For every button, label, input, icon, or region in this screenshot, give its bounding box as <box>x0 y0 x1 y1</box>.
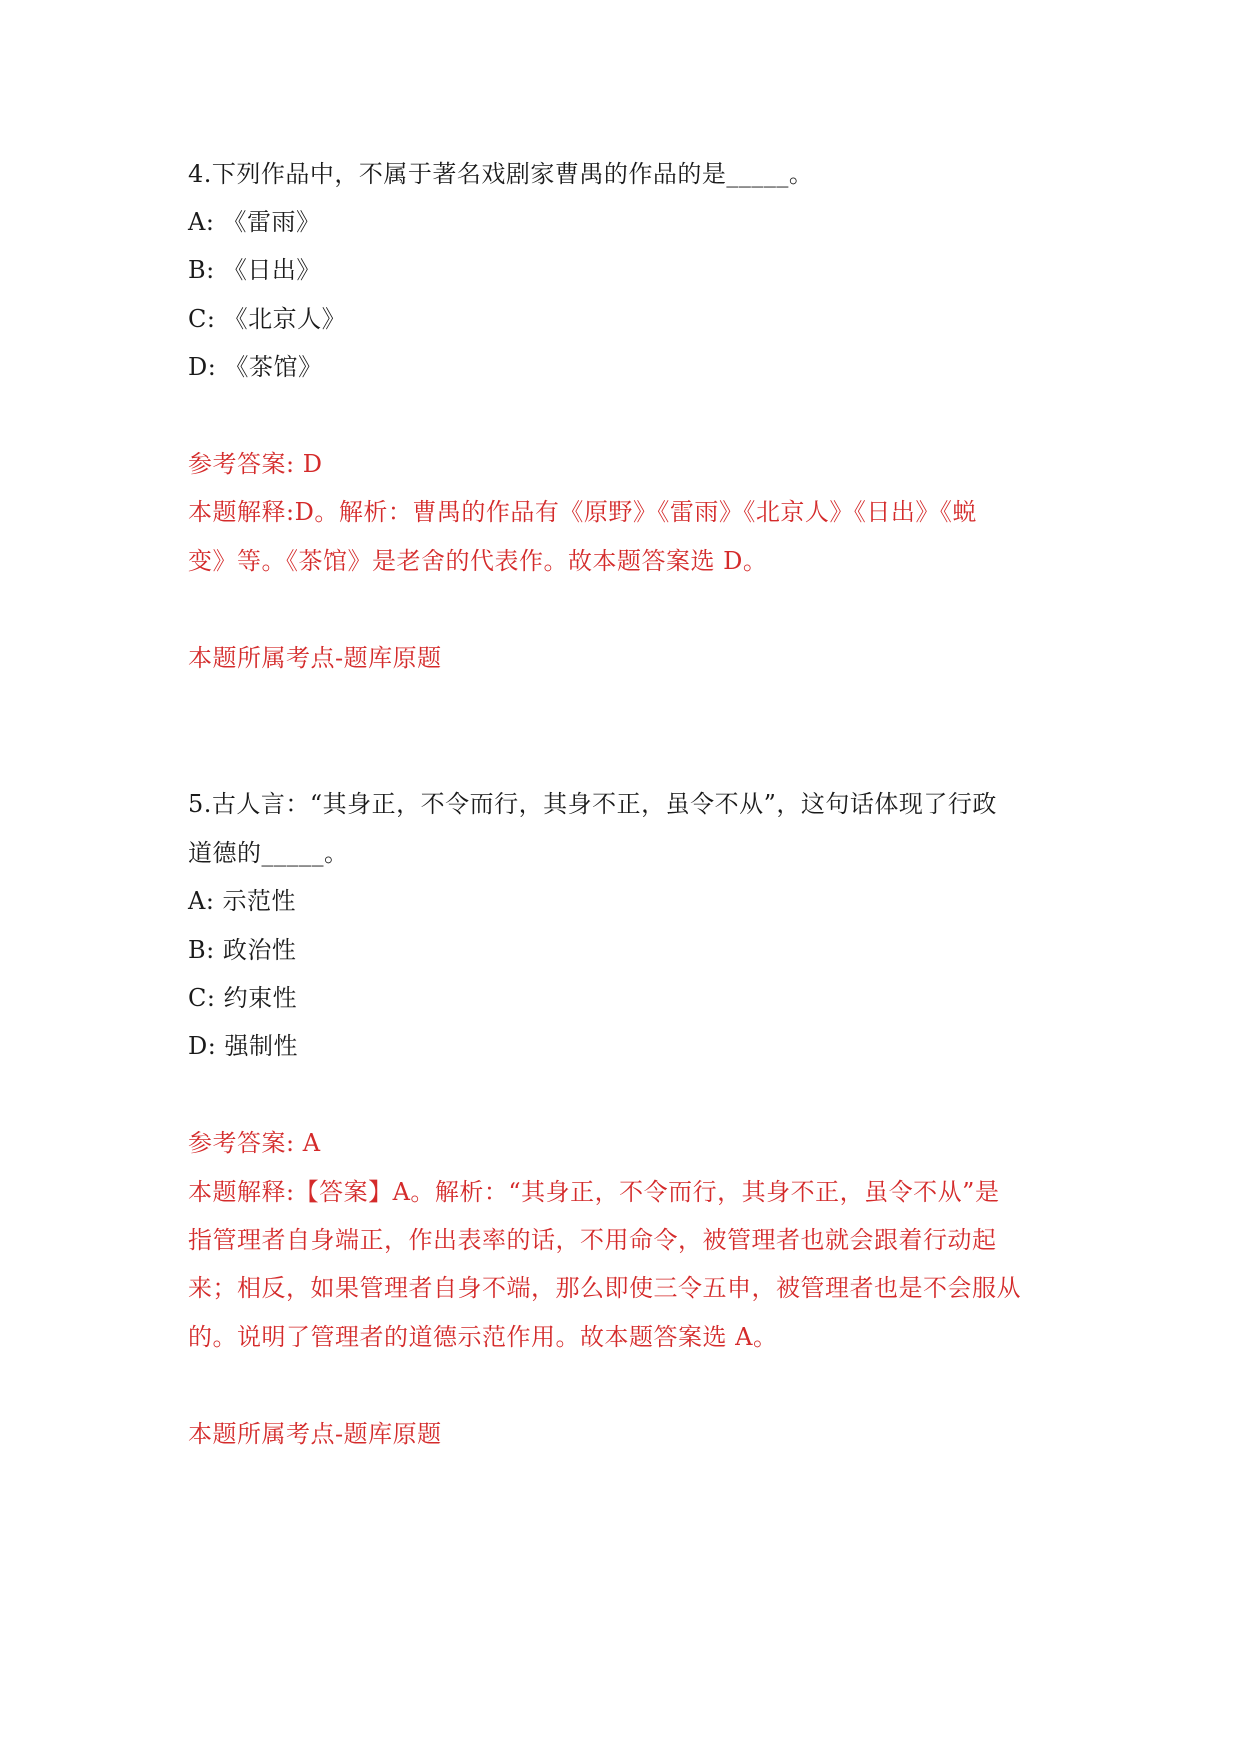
question-4-text: 4.下列作品中，不属于著名戏剧家曹禺的作品的是_____。 <box>188 160 814 188</box>
question-5-option-c: C: 约束性 <box>188 984 298 1012</box>
question-5-explanation-line-1: 本题解释:【答案】A。解析：“其身正，不令而行，其身不正，虽令不从”是 <box>188 1178 1000 1206</box>
question-4-explanation-line-1: 本题解释:D。解析：曹禺的作品有《原野》《雷雨》《北京人》《日出》《蜕 <box>188 498 977 526</box>
question-4-explanation-line-2: 变》等。《茶馆》是老舍的代表作。故本题答案选 D。 <box>188 547 768 575</box>
question-5-text-line-2: 道德的_____。 <box>188 839 349 867</box>
question-5-option-a: A: 示范性 <box>188 887 297 915</box>
question-5-answer: 参考答案: A <box>188 1129 321 1157</box>
question-4-option-a: A: 《雷雨》 <box>188 208 321 236</box>
question-5-explanation-line-4: 的。说明了管理者的道德示范作用。故本题答案选 A。 <box>188 1323 778 1351</box>
question-4-option-c: C: 《北京人》 <box>188 305 347 333</box>
question-5-option-d: D: 强制性 <box>188 1032 298 1060</box>
question-5-text-line-1: 5.古人言：“其身正，不令而行，其身不正，虽令不从”，这句话体现了行政 <box>188 790 997 818</box>
question-4-source: 本题所属考点-题库原题 <box>188 644 442 672</box>
question-5-source: 本题所属考点-题库原题 <box>188 1420 442 1448</box>
question-4-option-d: D: 《茶馆》 <box>188 353 323 381</box>
question-4-answer: 参考答案: D <box>188 450 323 478</box>
question-5-option-b: B: 政治性 <box>188 936 297 964</box>
question-4-option-b: B: 《日出》 <box>188 256 321 284</box>
question-5-explanation-line-3: 来；相反，如果管理者自身不端，那么即使三令五申，被管理者也是不会服从 <box>188 1274 1021 1302</box>
question-5-explanation-line-2: 指管理者自身端正，作出表率的话，不用命令，被管理者也就会跟着行动起 <box>188 1226 997 1254</box>
